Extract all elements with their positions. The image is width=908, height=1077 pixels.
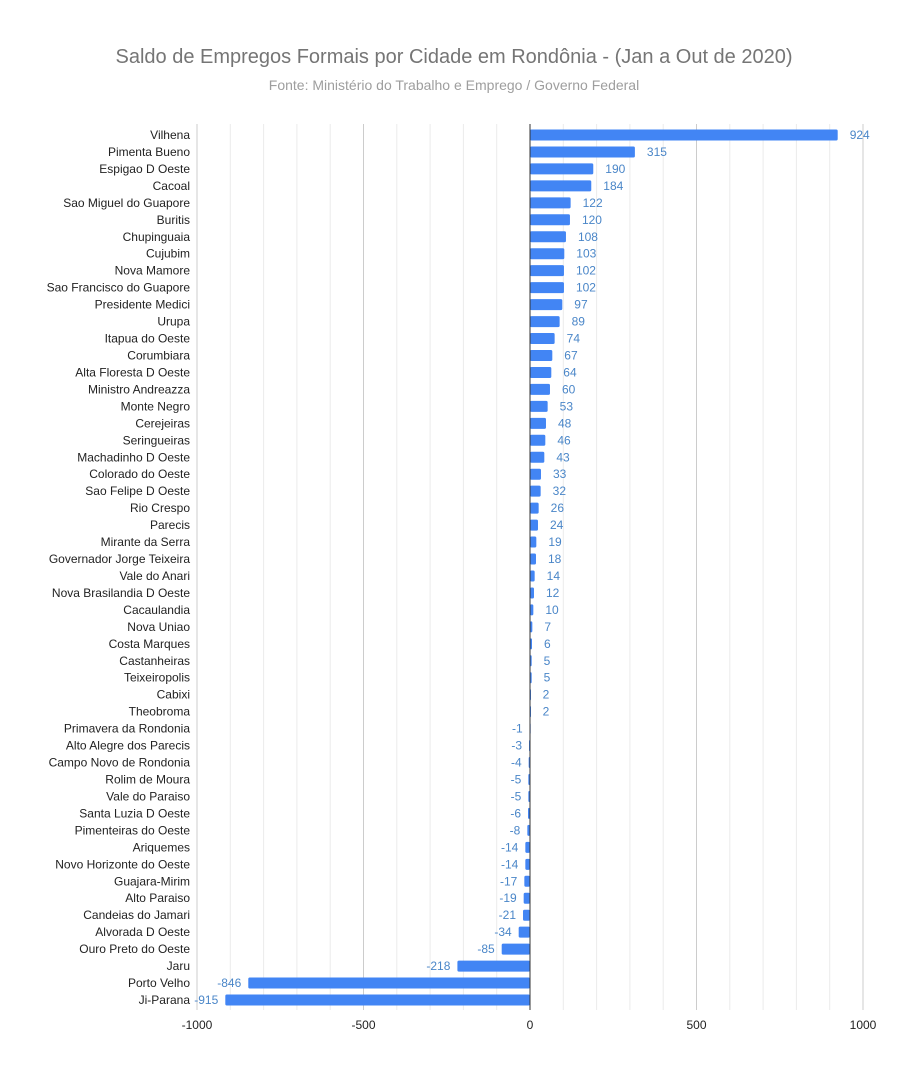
category-label: Campo Novo de Rondonia: [48, 755, 190, 770]
data-label: 2: [542, 704, 550, 719]
chart-title: Saldo de Empregos Formais por Cidade em Rondônia - (Jan a Out de 2020): [115, 46, 793, 68]
bar: [530, 231, 566, 242]
category-label: Ariquemes: [132, 840, 190, 855]
bar: [530, 503, 539, 514]
category-label: Santa Luzia D Oeste: [79, 806, 190, 821]
bar: [530, 486, 541, 497]
category-label: Castanheiras: [119, 653, 190, 668]
x-tick-label: -500: [351, 1018, 376, 1032]
data-label: 102: [575, 280, 596, 295]
data-label: 19: [548, 535, 562, 550]
data-label: 103: [576, 246, 597, 261]
data-label: 64: [563, 365, 577, 380]
data-label: -21: [498, 908, 517, 923]
bar: [530, 367, 551, 378]
category-label: Ouro Preto do Oeste: [79, 942, 190, 957]
bar: [525, 859, 530, 870]
category-label: Cacoal: [152, 178, 190, 193]
data-label: 2: [542, 687, 550, 702]
data-label: -5: [510, 772, 522, 787]
bar: [248, 978, 530, 989]
category-label: Theobroma: [128, 704, 190, 719]
bar: [530, 316, 560, 327]
category-label: Corumbiara: [127, 348, 190, 363]
bar: [530, 248, 564, 259]
category-label: Rio Crespo: [129, 501, 190, 516]
data-label: -17: [499, 874, 518, 889]
category-label: Chupinguaia: [122, 229, 190, 244]
bar: [530, 418, 546, 429]
data-label: 33: [552, 467, 567, 482]
bar: [530, 130, 838, 141]
data-label: 26: [550, 501, 565, 516]
bar: [530, 570, 535, 581]
category-label: Vale do Paraiso: [106, 789, 190, 804]
data-label: -19: [499, 891, 517, 906]
data-label: -5: [510, 789, 522, 804]
data-label: 10: [545, 602, 559, 617]
category-label: Costa Marques: [108, 636, 190, 651]
bar: [530, 384, 550, 395]
data-label: 46: [557, 433, 571, 448]
category-label: Jaru: [166, 959, 190, 974]
data-label: 89: [571, 314, 585, 329]
category-label: Mirante da Serra: [100, 535, 190, 550]
bar: [457, 961, 530, 972]
x-tick-label: 500: [686, 1018, 707, 1032]
category-label: Cujubim: [145, 246, 190, 261]
bar: [530, 163, 593, 174]
data-label: 108: [577, 229, 598, 244]
category-label: Nova Uniao: [127, 619, 190, 634]
category-label: Urupa: [157, 314, 190, 329]
x-tick-label: 0: [526, 1018, 534, 1032]
category-label: Espigao D Oeste: [99, 161, 190, 176]
chart-subtitle: Fonte: Ministério do Trabalho e Emprego / Governo Federal: [268, 77, 640, 93]
data-label: 924: [849, 128, 870, 142]
bar: [530, 452, 544, 463]
bar: [524, 876, 530, 887]
bars-layer: [225, 130, 837, 1006]
data-label: 7: [544, 619, 552, 634]
bar: [530, 333, 555, 344]
data-label: 5: [543, 653, 551, 668]
category-label: Vilhena: [150, 128, 190, 142]
data-label: 315: [646, 144, 667, 159]
data-label: 122: [582, 195, 603, 210]
category-label: Vale do Anari: [119, 568, 190, 583]
bar: [530, 350, 552, 361]
category-label: Nova Mamore: [114, 263, 190, 278]
data-label: -3: [511, 738, 523, 753]
data-label: 60: [561, 382, 576, 397]
category-label: Guajara-Mirim: [113, 874, 190, 889]
category-label: Teixeiropolis: [123, 670, 190, 685]
bar: [225, 995, 530, 1006]
bar: [530, 401, 548, 412]
data-label: 74: [566, 331, 581, 346]
bar: [530, 554, 536, 565]
category-label: Alta Floresta D Oeste: [75, 365, 190, 380]
category-label: Alvorada D Oeste: [95, 925, 190, 940]
category-label: Governador Jorge Teixeira: [48, 552, 190, 567]
data-label: 97: [574, 297, 588, 312]
bar: [530, 282, 564, 293]
category-label: Presidente Medici: [94, 297, 190, 312]
bar: [530, 469, 541, 480]
x-tick-label: -1000: [181, 1018, 213, 1032]
bar: [530, 299, 562, 310]
category-label: Itapua do Oeste: [104, 331, 190, 346]
bar: [530, 180, 591, 191]
data-label: -34: [494, 925, 512, 940]
bar: [523, 910, 530, 921]
data-label: 184: [603, 178, 624, 193]
data-label: 18: [547, 552, 562, 567]
category-label: Cerejeiras: [135, 416, 190, 431]
bar: [530, 214, 570, 225]
category-label: Monte Negro: [120, 399, 190, 414]
category-label: Porto Velho: [127, 976, 190, 991]
bar: [530, 265, 564, 276]
data-label: -8: [509, 823, 521, 838]
data-label: -1: [511, 721, 523, 736]
data-label: -218: [426, 959, 451, 974]
bar: [530, 146, 635, 157]
data-label: 67: [564, 348, 578, 363]
data-label: -14: [500, 857, 519, 872]
category-label: Pimenta Bueno: [107, 144, 190, 159]
x-tick-label: 1000: [849, 1018, 877, 1032]
category-label: Nova Brasilandia D Oeste: [51, 585, 190, 600]
category-label: Sao Miguel do Guapore: [63, 195, 190, 210]
bar: [530, 587, 534, 598]
data-label: -85: [477, 942, 495, 957]
bar: [502, 944, 530, 955]
data-label: -6: [510, 806, 522, 821]
category-label: Seringueiras: [122, 433, 190, 448]
data-label: 43: [556, 450, 570, 465]
category-label: Candeias do Jamari: [83, 908, 190, 923]
bar: [525, 842, 530, 853]
category-label: Ministro Andreazza: [87, 382, 190, 397]
category-label: Novo Horizonte do Oeste: [55, 857, 190, 872]
bar: [530, 435, 545, 446]
category-label: Buritis: [156, 212, 190, 227]
data-label: 24: [549, 518, 564, 533]
bar: [530, 537, 536, 548]
bar: [519, 927, 530, 938]
category-label: Machadinho D Oeste: [77, 450, 190, 465]
category-label: Cabixi: [156, 687, 190, 702]
category-label: Sao Francisco do Guapore: [46, 280, 190, 295]
data-label: -14: [500, 840, 519, 855]
category-label: Primavera da Rondonia: [63, 721, 190, 736]
bar: [524, 893, 530, 904]
category-label: Ji-Parana: [138, 993, 190, 1007]
data-label: 102: [575, 263, 596, 278]
category-label: Colorado do Oeste: [89, 467, 190, 482]
bar: [530, 197, 571, 208]
category-label: Rolim de Moura: [105, 772, 190, 787]
data-label: 12: [545, 585, 560, 600]
data-label: 5: [543, 670, 551, 685]
data-label: -915: [194, 993, 219, 1007]
data-label: -4: [510, 755, 522, 770]
data-label: 14: [546, 568, 561, 583]
bar: [530, 520, 538, 531]
category-label: Cacaulandia: [123, 602, 190, 617]
labels-layer: [47, 128, 870, 1007]
category-label: Sao Felipe D Oeste: [85, 484, 190, 499]
category-label: Pimenteiras do Oeste: [74, 823, 190, 838]
category-label: Alto Paraiso: [125, 891, 190, 906]
category-label: Alto Alegre dos Parecis: [65, 738, 190, 753]
data-label: 32: [552, 484, 567, 499]
data-label: 6: [543, 636, 551, 651]
data-label: 53: [559, 399, 574, 414]
data-label: -846: [217, 976, 242, 991]
data-label: 48: [557, 416, 572, 431]
data-label: 120: [581, 212, 602, 227]
category-label: Parecis: [149, 518, 190, 533]
data-label: 190: [605, 161, 626, 176]
